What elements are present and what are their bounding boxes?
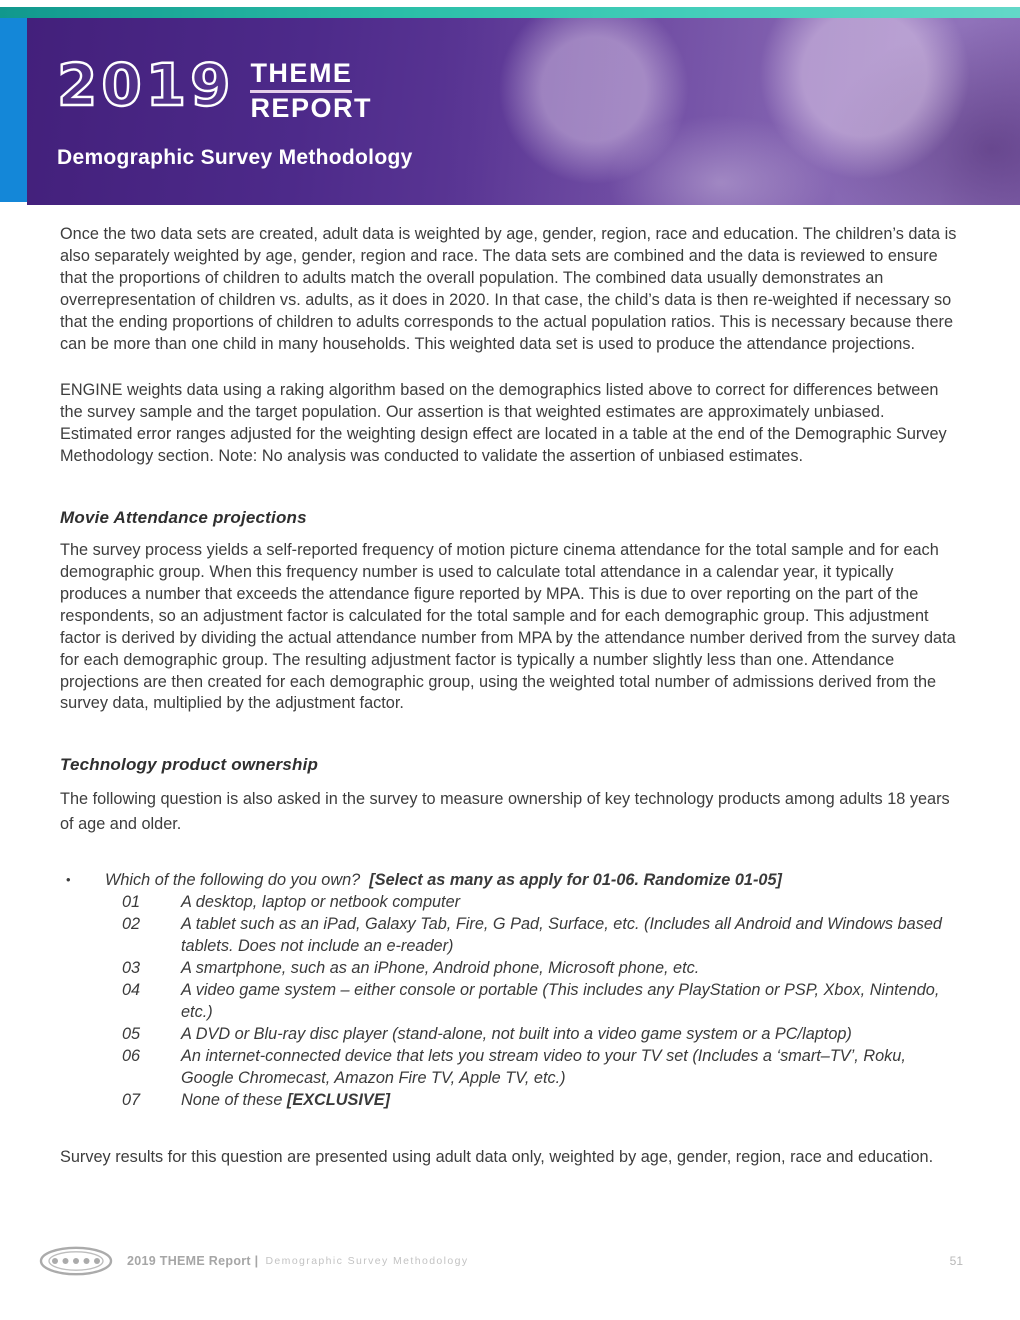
left-accent-bar bbox=[0, 18, 27, 202]
year-logo: 2019 bbox=[57, 51, 235, 119]
header-photo bbox=[444, 18, 1020, 205]
report-title-theme: THEME bbox=[250, 60, 352, 93]
page-title: Demographic Survey Methodology bbox=[57, 146, 413, 169]
option-text: None of these bbox=[181, 1091, 287, 1110]
section-heading-technology: Technology product ownership bbox=[60, 755, 319, 775]
option-text: A DVD or Blu-ray disc player (stand-alone, not built into a video game system or a PC/laptop) bbox=[181, 1025, 852, 1044]
option-row-05 bbox=[122, 1023, 958, 1045]
paragraph-movie-attendance: The survey process yields a self-reported frequency of motion picture cinema attendance for the total sample and for each demographic group. When this frequency number is used to calculate total attendance in a calendar year, it typically produces a number that exceeds the attendance figure reported by MPA. This is due to over reporting on the part of the respondents, so an adjustment factor is calculated for the total sample and for each demographic group. This adjustment factor is derived by dividing the actual attendance number from MPA by the attendance number derived from the survey data for each demographic group. The resulting adjustment factor is typically a number slightly less than one. Attendance projections are then created for each demographic group, using the weighted total number of admissions derived from the survey data, multiplied by the adjustment factor. bbox=[60, 541, 956, 713]
paragraph-weighting: Once the two data sets are created, adult data is weighted by age, gender, region, race and education. The children’s data is also separately weighted by age, gender, region and race. The data sets are combined and the data is reviewed to ensure that the proportions of children to adults match the overall population. The combined data usually demonstrates an overrepresentation of children vs. adults, as it does in 2020. In that case, the child’s data is then re-weighted if necessary so that the ending proportions of children to adults corresponds to the actual population ratios. This is necessary because there can be more than one child in many households. This weighted data set is used to produce the attendance projections. bbox=[60, 225, 957, 353]
reel-logo-icon bbox=[38, 1246, 114, 1276]
paragraph-results-note: Survey results for this question are presented using adult data only, weighted by age, gender, region, race and education. bbox=[60, 1148, 934, 1167]
paragraph-tech-intro: The following question is also asked in the survey to measure ownership of key technology products among adults 18 years of age and older. bbox=[60, 790, 950, 834]
page-header bbox=[27, 18, 1020, 205]
section-heading-movie-attendance: Movie Attendance projections bbox=[60, 508, 307, 528]
option-row-04 bbox=[122, 979, 958, 1023]
option-text: A tablet such as an iPad, Galaxy Tab, Fire, G Pad, Surface, etc. (Includes all Android and Windows based tablets. Does not include an e-reader) bbox=[181, 915, 942, 956]
option-row-07 bbox=[122, 1089, 958, 1111]
option-row-02 bbox=[122, 913, 958, 957]
brand-logo bbox=[57, 51, 372, 124]
option-text-wrap bbox=[181, 1089, 958, 1111]
survey-question bbox=[105, 869, 958, 891]
option-row-06 bbox=[122, 1045, 958, 1089]
question-note: [Select as many as apply for 01-06. Randomize 01-05] bbox=[369, 871, 782, 890]
option-text: An internet-connected device that lets you stream video to your TV set (Includes a ‘smart–TV’, Roku, Google Chromecast, Amazon Fire TV, Apple TV, etc.) bbox=[181, 1047, 906, 1088]
page-footer bbox=[38, 1243, 963, 1279]
bullet-icon: • bbox=[66, 872, 71, 888]
option-text-wrap bbox=[181, 913, 958, 957]
option-number: 07 bbox=[122, 1091, 141, 1110]
answer-options-list bbox=[122, 891, 958, 1111]
option-text-wrap bbox=[181, 891, 958, 913]
option-text-wrap bbox=[181, 1023, 958, 1045]
page-number: 51 bbox=[949, 1254, 963, 1268]
option-number: 04 bbox=[122, 981, 141, 1000]
report-title bbox=[250, 60, 372, 124]
option-text-wrap bbox=[181, 979, 958, 1023]
option-number: 01 bbox=[122, 893, 141, 912]
survey-question-row bbox=[60, 869, 958, 891]
footer-report-label: 2019 THEME Report | bbox=[127, 1254, 259, 1268]
option-number: 05 bbox=[122, 1025, 141, 1044]
option-bold-note: [EXCLUSIVE] bbox=[286, 1091, 391, 1110]
option-row-01 bbox=[122, 891, 958, 913]
document-body bbox=[60, 224, 958, 1169]
option-number: 03 bbox=[122, 959, 141, 978]
footer-section-label: Demographic Survey Methodology bbox=[265, 1255, 469, 1267]
option-text-wrap bbox=[181, 957, 958, 979]
option-text: A video game system – either console or portable (This includes any PlayStation or PSP, Xbox, Nintendo, etc.) bbox=[181, 981, 940, 1022]
option-number: 02 bbox=[122, 915, 141, 934]
question-text: Which of the following do you own? bbox=[105, 871, 361, 890]
top-gradient-bar bbox=[0, 7, 1020, 18]
option-text: A desktop, laptop or netbook computer bbox=[181, 893, 461, 912]
option-text-wrap bbox=[181, 1045, 958, 1089]
option-row-03 bbox=[122, 957, 958, 979]
option-number: 06 bbox=[122, 1047, 141, 1066]
option-text: A smartphone, such as an iPhone, Android phone, Microsoft phone, etc. bbox=[181, 959, 700, 978]
paragraph-engine-raking: ENGINE weights data using a raking algorithm based on the demographics listed above to correct for differences between the survey sample and the target population. Our assertion is that weighted estimates are approximately unbiased. Estimated error ranges adjusted for the weighting design effect are located in a table at the end of the Demographic Survey Methodology section. Note: No analysis was conducted to validate the assertion of unbiased estimates. bbox=[60, 381, 947, 466]
report-title-report: REPORT bbox=[250, 93, 372, 123]
